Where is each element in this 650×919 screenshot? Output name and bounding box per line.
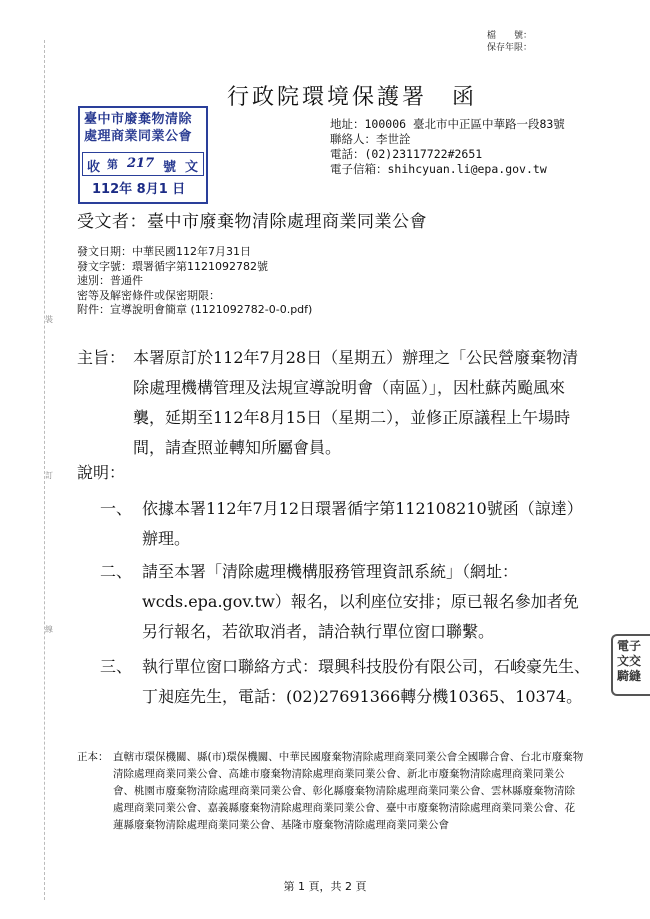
stamp-receipt-number	[82, 152, 204, 176]
contact-email: 電子信箱：shihcyuan.li@epa.gov.tw	[330, 162, 547, 176]
retention-label: 保存年限：	[486, 43, 532, 53]
stamp-org	[80, 108, 206, 145]
binding-label-top: 裝	[45, 315, 53, 324]
seal-line: 文交	[617, 654, 642, 668]
item-text: 執行單位窗口聯絡方式：環興科技股份有限公司，石峻豪先生、丁昶庭先生，電話：(02)27691366轉分機10365、10374。	[142, 657, 591, 706]
explanation-label: 說明：	[77, 463, 126, 482]
binding-label-mid: 訂	[45, 471, 53, 480]
secrecy-level: 密等及解密條件或保密期限：	[77, 288, 220, 302]
stamp-recv-char: 號	[163, 160, 177, 175]
contact-phone: 電話：(02)23117722#2651	[330, 147, 483, 161]
file-number-label: 檔 號：	[486, 31, 532, 41]
subject-label: 主旨：	[77, 348, 126, 367]
attachment: 附件：宣導說明會簡章 (1121092782-0-0.pdf)	[77, 303, 313, 316]
stamp-recv-char: 收	[87, 160, 101, 175]
stamp-recv-char: 文	[185, 160, 199, 175]
binding-label-bottom: 線	[45, 625, 53, 634]
document-title: 行政院環境保護署 函	[227, 85, 478, 110]
stamp-org-line1: 臺中市廢棄物清除	[84, 112, 193, 127]
paging-seal	[611, 634, 650, 696]
stamp-recv-number: 217	[127, 156, 155, 171]
item-number: 二、	[100, 562, 133, 581]
stamp-date: 112年 8月1 日	[92, 182, 186, 197]
item-text: 依據本署112年7月12日環署循字第112108210號函（諒達）辦理。	[142, 499, 583, 548]
issue-date: 發文日期：中華民國112年7月31日	[77, 245, 251, 258]
document-number: 發文字號：環署循字第1121092782號	[77, 259, 268, 273]
cc-text: 直轄市環保機關、縣(市)環保機關、中華民國廢棄物清除處理商業同業公會全國聯合會、台北市廢棄物清除處理商業同業公會、高雄市廢棄物清除處理商業同業公會、新北市廢棄物清除處理商業同業公會、桃園市廢棄物清除處理商業同業公會、彰化縣廢棄物清除處理商業同業公會、雲林縣廢棄物清除處理商業同業公會、嘉義縣廢棄物清除處理商業同業公會、臺中市廢棄物清除處理商業同業公會、花蓮縣廢棄物清除處理商業同業公會、基隆市廢棄物清除處理商業同業公會	[113, 751, 584, 831]
stamp-org-line2: 處理商業同業公會	[84, 129, 193, 144]
seal-line: 騎縫	[617, 669, 642, 683]
contact-address: 地址：100006 臺北市中正區中華路一段83號	[330, 117, 565, 131]
speed-class: 速別：普通件	[77, 274, 143, 287]
document-meta	[77, 245, 312, 318]
contact-person: 聯絡人：李世詮	[330, 132, 411, 146]
seal-line: 電子	[617, 639, 642, 653]
contact-block	[330, 117, 580, 177]
stamp-recv-char: 第	[107, 158, 118, 171]
item-number: 一、	[100, 499, 133, 518]
cc-label: 正本：	[77, 751, 109, 763]
page-footer: 第 1 頁，共 2 頁	[283, 880, 367, 893]
subject-text: 本署原訂於112年7月28日（星期五）辦理之「公民營廢棄物清除處理機構管理及法規宣導說明會（南區）」，因杜蘇芮颱風來襲，延期至112年8月15日（星期二），並修正原議程上午場時間，請查照並轉知所屬會員。	[133, 348, 579, 457]
item-number: 三、	[100, 657, 133, 676]
recipient: 受文者：臺中市廢棄物清除處理商業同業公會	[77, 212, 427, 232]
received-stamp	[78, 106, 208, 204]
archive-info	[487, 30, 532, 54]
item-text: 請至本署「清除處理機構服務管理資訊系統」（網址：wcds.epa.gov.tw）報名，以利座位安排；原已報名參加者免另行報名，若欲取消者，請洽執行單位窗口聯繫。	[142, 562, 579, 641]
